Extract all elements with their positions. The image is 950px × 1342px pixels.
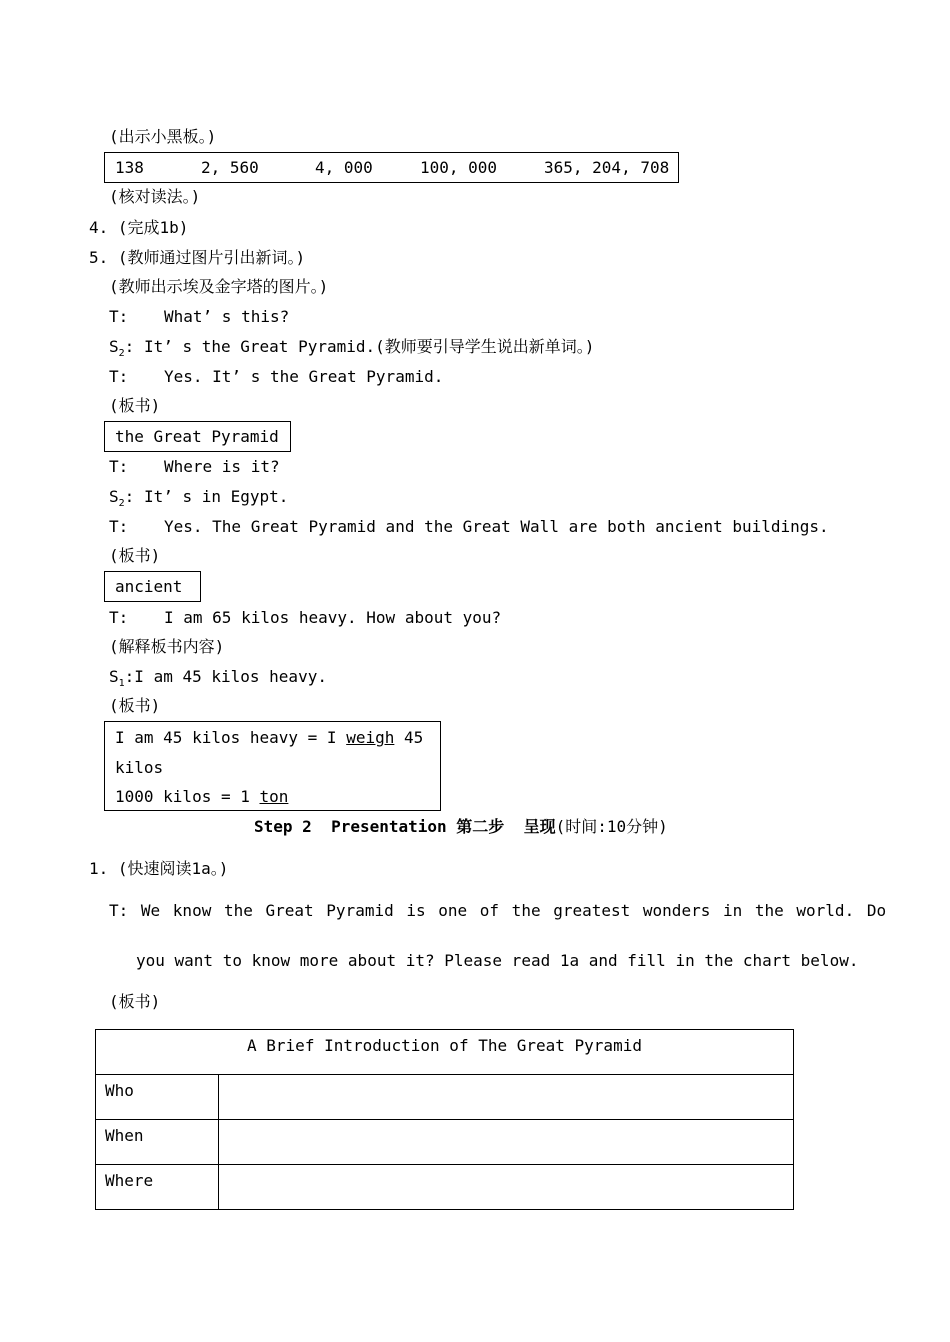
step-heading-time: (时间:10分钟) [555, 817, 668, 836]
dialog-text: I am 65 kilos heavy. How about you? [164, 608, 502, 627]
dialog-line [109, 337, 594, 364]
board-word: the Great Pyramid [115, 427, 279, 446]
show-picture-note: (教师出示埃及金字塔的图片。) [109, 277, 329, 296]
speaker-label: T: [109, 367, 129, 386]
weight-board [104, 721, 441, 811]
dialog-line [109, 608, 502, 628]
board-text: 1000 kilos = 1 [115, 787, 260, 806]
dialog-text: Where is it? [164, 457, 280, 476]
speaker-subscript: 1 [118, 678, 125, 690]
row-label-where: Where [96, 1165, 219, 1210]
dialog-text: What’ s this? [164, 307, 290, 326]
numbers-board [104, 152, 679, 183]
teacher-instruction-line-2: you want to know more about it? Please read 1a and fill in the chart below. [136, 951, 859, 970]
dialog-text: : It’ s the Great Pyramid.(教师要引导学生说出新单词。) [124, 337, 595, 356]
row-label-when: When [96, 1120, 219, 1165]
number-5: 365, 204, 708 [544, 158, 670, 177]
board-label: (板书) [109, 696, 161, 715]
number-3: 4, 000 [315, 158, 373, 177]
board-label: (板书) [109, 396, 161, 415]
board-label: (板书) [109, 546, 161, 565]
dialog-line [109, 667, 327, 694]
board-text: I am 45 kilos heavy = I [115, 728, 347, 747]
teacher-instruction-line-1: T: We know the Great Pyramid is one of the greatest wonders in the world. Do [109, 901, 887, 920]
table-row [96, 1120, 794, 1165]
dialog-line [109, 457, 280, 477]
row-value-where[interactable] [219, 1165, 794, 1210]
step2-item-1: 1. (快速阅读1a。) [89, 859, 229, 878]
board-line-2: kilos [115, 758, 164, 777]
step-heading-cn: 第二步 呈现 [456, 817, 556, 836]
board-line-1 [115, 728, 423, 748]
show-board-note: (出示小黑板。) [109, 127, 217, 146]
dialog-line [109, 307, 290, 327]
speaker-label: S [109, 667, 119, 686]
dialog-line [109, 517, 829, 537]
row-value-who[interactable] [219, 1075, 794, 1120]
table-row [96, 1165, 794, 1210]
check-reading-note: (核对读法。) [109, 187, 201, 206]
board-underlined-word: ton [259, 787, 289, 806]
intro-chart-table [95, 1029, 794, 1210]
speaker-label: S [109, 337, 119, 356]
table-row [96, 1075, 794, 1120]
board-underlined-word: weigh [346, 728, 395, 747]
row-value-when[interactable] [219, 1120, 794, 1165]
speaker-label: T: [109, 457, 129, 476]
board-line-3 [115, 787, 288, 807]
number-4: 100, 000 [420, 158, 498, 177]
dialog-line [109, 487, 288, 514]
board-word-box [104, 571, 201, 602]
speaker-label: T: [109, 608, 129, 627]
speaker-subscript: 2 [118, 498, 125, 510]
number-1: 138 [115, 158, 144, 177]
dialog-text: : It’ s in Egypt. [124, 487, 289, 506]
board-label: (板书) [109, 992, 161, 1011]
board-word-box [104, 421, 291, 452]
speaker-subscript: 2 [118, 348, 125, 360]
dialog-text: :I am 45 kilos heavy. [124, 667, 327, 686]
board-text: 45 [394, 728, 424, 747]
board-word: ancient [115, 577, 183, 596]
table-header-row [96, 1030, 794, 1075]
number-2: 2, 560 [201, 158, 259, 177]
step-heading-en: Step 2 Presentation [254, 817, 457, 836]
dialog-text: Yes. It’ s the Great Pyramid. [164, 367, 444, 386]
table-title: A Brief Introduction of The Great Pyramid [96, 1030, 794, 1075]
speaker-label: T: [109, 307, 129, 326]
dialog-line [109, 367, 444, 387]
dialog-text: Yes. The Great Pyramid and the Great Wall are both ancient buildings. [164, 517, 829, 536]
speaker-label: S [109, 487, 119, 506]
step-heading [254, 817, 668, 837]
list-item-5: 5. (教师通过图片引出新词。) [89, 248, 306, 267]
explain-note: (解释板书内容) [109, 637, 225, 656]
speaker-label: T: [109, 517, 129, 536]
row-label-who: Who [96, 1075, 219, 1120]
list-item-4: 4. (完成1b) [89, 218, 189, 237]
